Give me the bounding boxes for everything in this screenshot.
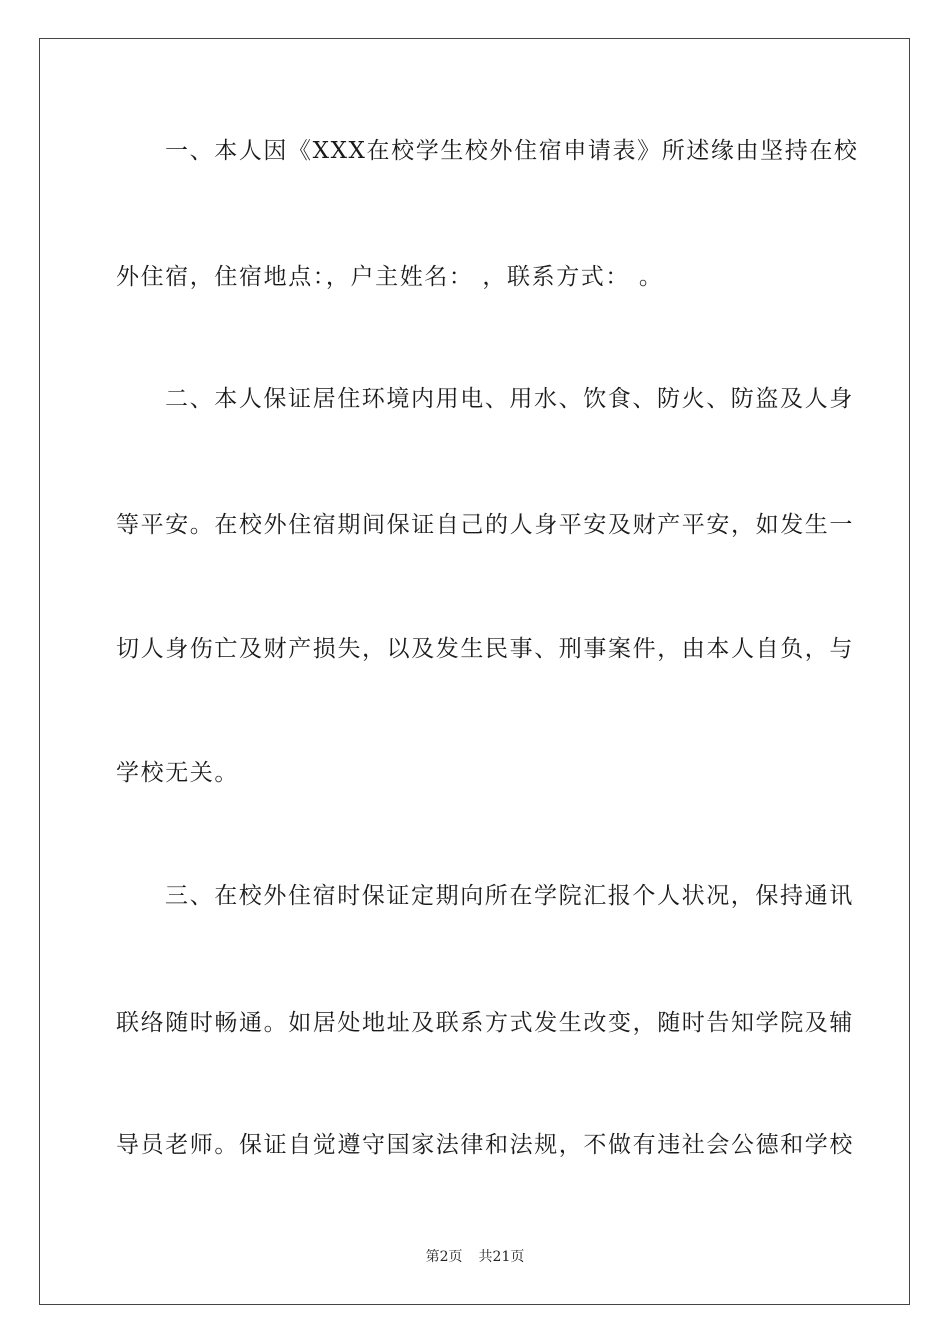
paragraph-2-line-2: 等平安。在校外住宿期间保证自己的人身平安及财产平安，如发生一	[116, 512, 854, 538]
page-total: 共21页	[478, 1249, 525, 1265]
paragraph-1-line-2: 外住宿，住宿地点：，户主姓名： ，联系方式： 。	[116, 264, 664, 290]
page-number: 第2页	[425, 1249, 463, 1265]
paragraph-2-line-1: 二、本人保证居住环境内用电、用水、饮食、防火、防盗及人身	[165, 386, 854, 412]
page-frame	[39, 38, 910, 1305]
paragraph-1-line-1: 一、本人因《XXX在校学生校外住宿申请表》所述缘由坚持在校	[165, 138, 859, 164]
paragraph-2-line-3: 切人身伤亡及财产损失，以及发生民事、刑事案件，由本人自负，与	[116, 636, 854, 662]
paragraph-3-line-2: 联络随时畅通。如居处地址及联系方式发生改变，随时告知学院及辅	[116, 1010, 854, 1036]
page-footer	[0, 1246, 950, 1266]
paragraph-3-line-1: 三、在校外住宿时保证定期向所在学院汇报个人状况，保持通讯	[165, 883, 854, 909]
paragraph-2-line-4: 学校无关。	[116, 760, 239, 786]
paragraph-3-line-3: 导员老师。保证自觉遵守国家法律和法规，不做有违社会公德和学校	[116, 1132, 854, 1158]
